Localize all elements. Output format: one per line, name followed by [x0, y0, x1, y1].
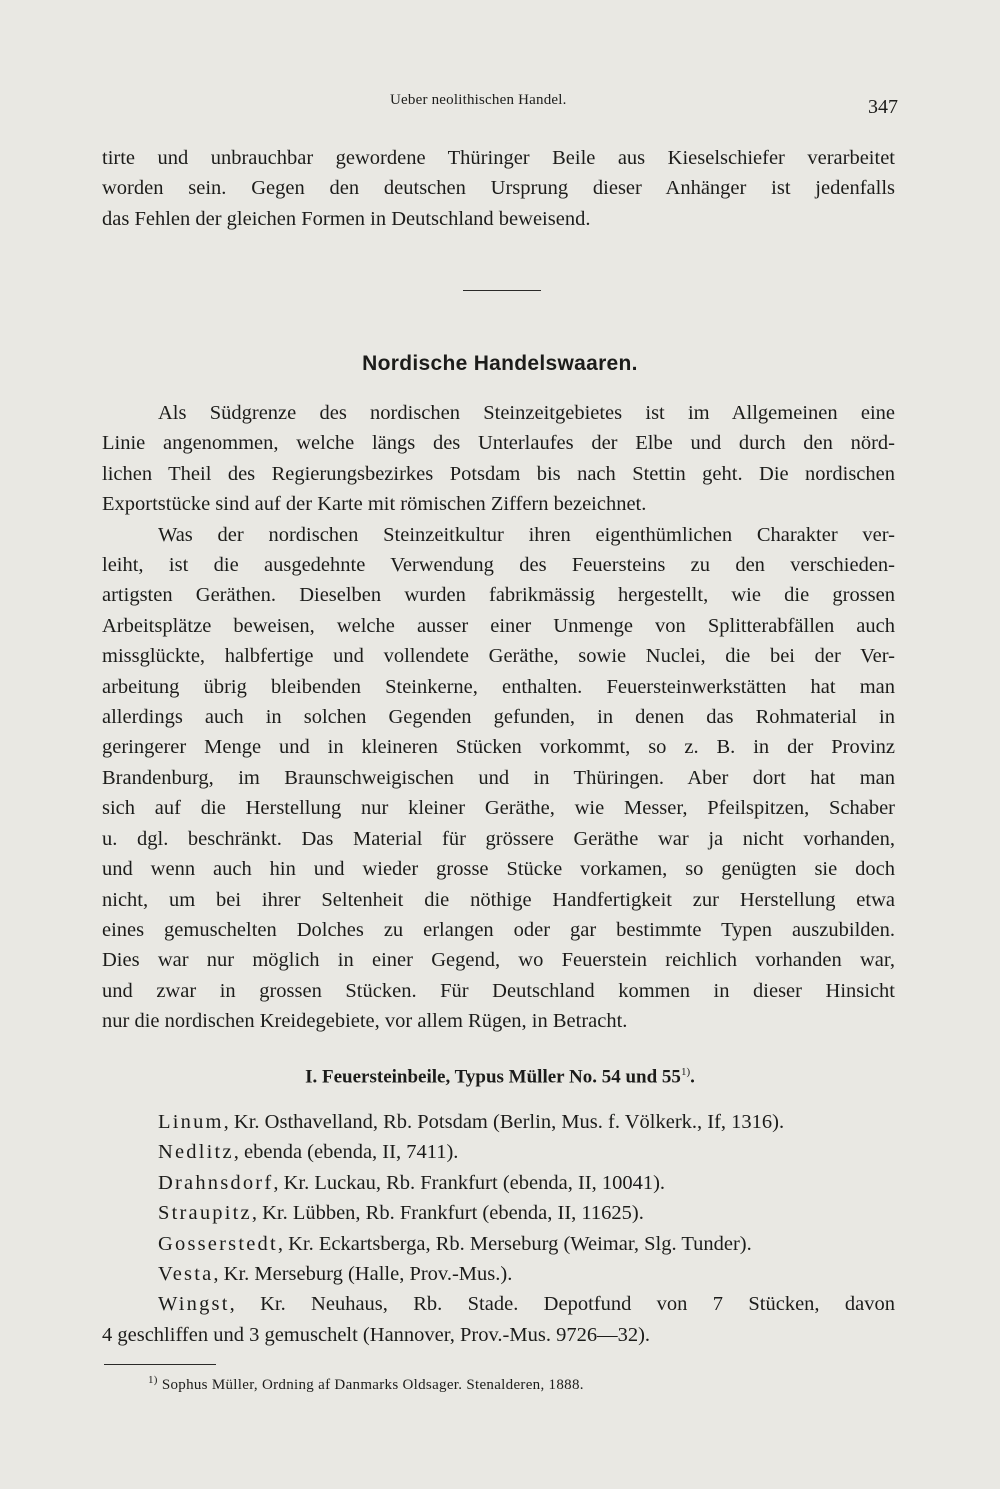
text-line: Was der nordischen Steinzeitkultur ihren eigenthümlichen Charakter ver- [158, 523, 895, 546]
entry-detail: , Kr. Neuhaus, Rb. Stade. Depotfund von 7 Stücken, davon [229, 1293, 895, 1316]
place-name: Nedlitz [158, 1141, 234, 1164]
text-line: sich auf die Herstellung nur kleiner Geräthe, wie Messer, Pfeilspitzen, Schaber [102, 797, 895, 820]
place-name: Vesta [158, 1263, 214, 1286]
section-separator [463, 290, 541, 291]
list-item [102, 1259, 895, 1289]
text-line: Linie angenommen, welche längs des Unterlaufes der Elbe und durch den nörd- [102, 432, 895, 455]
text-line: arbeitung übrig bleibenden Steinkerne, enthalten. Feuersteinwerkstätten hat man [102, 675, 895, 698]
list-item [102, 1198, 895, 1228]
text-line: missglückte, halbfertige und vollendete Geräthe, sowie Nuclei, die bei der Ver- [102, 645, 895, 668]
text-line: worden sein. Gegen den deutschen Ursprung dieser Anhänger ist jedenfalls [102, 177, 895, 200]
entry-detail: , Kr. Merseburg (Halle, Prov.-Mus.). [213, 1263, 513, 1286]
entry-detail: , ebenda (ebenda, II, 7411). [233, 1141, 459, 1164]
footnote-marker: 1) [148, 1374, 158, 1386]
section-heading: Nordische Handelswaaren. [362, 352, 638, 375]
find-list [102, 1107, 895, 1350]
place-name: Drahnsdorf [158, 1171, 274, 1194]
place-name: Linum [158, 1111, 224, 1133]
place-name: Wingst [158, 1293, 230, 1316]
page-number: 347 [868, 96, 898, 118]
place-name: Gosserstedt [158, 1232, 278, 1255]
text-line: tirte und unbrauchbar gewordene Thüringer Beile aus Kieselschiefer verarbeitet [102, 147, 895, 169]
text-line: u. dgl. beschränkt. Das Material für grössere Geräthe war ja nicht vorhanden, [102, 827, 895, 850]
list-item-continuation: 4 geschliffen und 3 gemuschelt (Hannover, Prov.-Mus. 9726—32). [102, 1323, 651, 1346]
text-line: Dies war nur möglich in einer Gegend, wo Feuerstein reichlich vorhanden war, [102, 949, 895, 972]
text-line: nur die nordischen Kreidegebiete, vor allem Rügen, in Betracht. [102, 1010, 628, 1033]
list-item [102, 1168, 895, 1198]
entry-detail: , Kr. Osthavelland, Rb. Potsdam (Berlin, Mus. f. Völkerk., If, 1316). [223, 1111, 785, 1133]
text-line: das Fehlen der gleichen Formen in Deutschland beweisend. [102, 207, 591, 230]
text-line: Als Südgrenze des nordischen Steinzeitgebietes ist im Allgemeinen eine [158, 402, 895, 424]
entry-detail: , Kr. Lübben, Rb. Frankfurt (ebenda, II, 11625). [251, 1202, 644, 1225]
entry-detail: , Kr. Luckau, Rb. Frankfurt (ebenda, II, 10041). [273, 1171, 666, 1194]
text-line: artigsten Geräthen. Dieselben wurden fabrikmässig hergestellt, wie die grossen [102, 584, 895, 607]
text-line: und wenn auch hin und wieder grosse Stücke vorkamen, so genügten sie doch [102, 858, 895, 881]
text-line: Exportstücke sind auf der Karte mit römischen Ziffern bezeichnet. [102, 493, 647, 516]
text-line: geringerer Menge und in kleineren Stücken vorkommt, so z. B. in der Provinz [102, 736, 895, 759]
text-line: lichen Theil des Regierungsbezirkes Potsdam bis nach Stettin geht. Die nordischen [102, 462, 895, 485]
text-line: nicht, um bei ihrer Seltenheit die nöthige Handfertigkeit zur Herstellung etwa [102, 888, 895, 911]
list-item [102, 1229, 895, 1259]
place-name: Straupitz [158, 1202, 252, 1225]
list-heading-text: I. Feuersteinbeile, Typus Müller No. 54 und 55 [305, 1066, 681, 1088]
footnote [148, 1374, 584, 1394]
continuation-paragraph [102, 143, 895, 234]
text-line: Brandenburg, im Braunschweigischen und in Thüringen. Aber dort hat man [102, 766, 895, 789]
running-title: Ueber neolithischen Handel. [390, 92, 567, 108]
footnote-rule [104, 1364, 216, 1365]
text-line: eines gemuschelten Dolches zu erlangen oder gar bestimmte Typen auszubilden. [102, 918, 895, 941]
list-item [102, 1107, 895, 1137]
footnote-text: Sophus Müller, Ordning af Danmarks Oldsager. Stenalderen, 1888. [161, 1377, 584, 1393]
list-item [102, 1137, 895, 1167]
list-item [102, 1289, 895, 1319]
footnote-reference: 1) [680, 1066, 691, 1078]
entry-detail: , Kr. Eckartsberga, Rb. Merseburg (Weimar, Slg. Tunder). [277, 1232, 752, 1255]
main-text [102, 398, 895, 1037]
list-heading: I. Feuersteinbeile, Typus Müller No. 54 und 55$^{1)}$. [305, 1066, 695, 1088]
text-line: und zwar in grossen Stücken. Für Deutschland kommen in dieser Hinsicht [102, 979, 895, 1002]
text-line: leiht, ist die ausgedehnte Verwendung des Feuersteins zu den verschieden- [102, 554, 895, 577]
text-line: allerdings auch in solchen Gegenden gefunden, in denen das Rohmaterial in [102, 706, 895, 729]
text-line: Arbeitsplätze beweisen, welche ausser einer Unmenge von Splitterabfällen auch [102, 614, 895, 637]
